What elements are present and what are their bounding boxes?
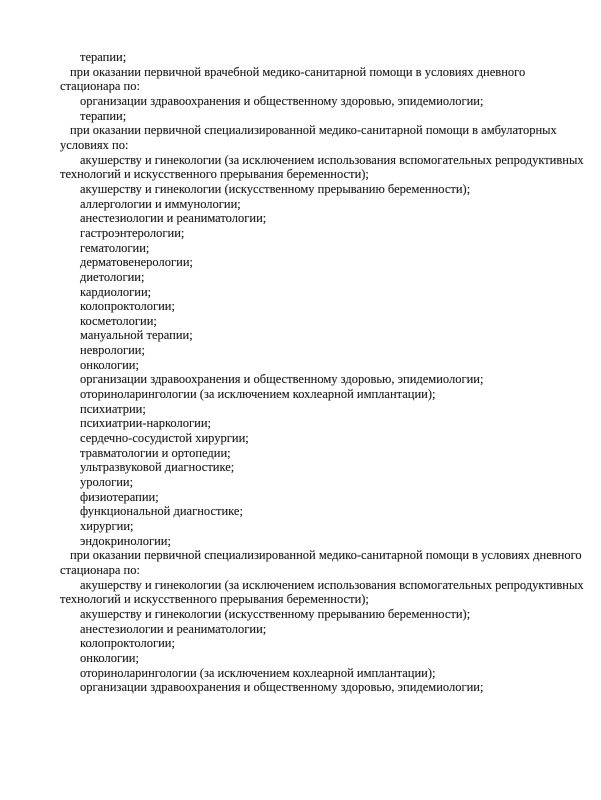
text-line: урологии; — [80, 475, 134, 490]
text-line: косметологии; — [80, 313, 157, 328]
text-line: оториноларингологии (за исключением кохлеарной имплантации); — [80, 665, 436, 680]
text-line: стационара по: — [60, 79, 140, 94]
text-line: сердечно-сосудистой хирургии; — [80, 431, 249, 446]
text-line: психиатрии; — [80, 401, 146, 416]
text-line: стационара по: — [60, 562, 140, 577]
text-line: физиотерапии; — [80, 489, 159, 504]
text-line: акушерству и гинекологии (искусственному прерыванию беременности); — [80, 181, 471, 196]
text-line: хирургии; — [80, 519, 134, 533]
text-line: дерматовенерологии; — [80, 255, 193, 270]
text-line: функциональной диагностике; — [80, 504, 243, 519]
text-line: колопроктологии; — [80, 636, 175, 651]
text-line: онкологии; — [80, 357, 139, 372]
text-line: акушерству и гинекологии (искусственному прерыванию беременности); — [80, 606, 471, 621]
text-line: при оказании первичной врачебной медико-санитарной помощи в условиях дневного — [70, 64, 526, 79]
text-line: оториноларингологии (за исключением кохлеарной имплантации); — [80, 387, 436, 402]
text-line: колопроктологии; — [80, 299, 175, 314]
text-line: диетологии; — [80, 269, 145, 284]
text-line: гастроэнтерологии; — [80, 225, 185, 240]
text-line: терапии; — [80, 50, 127, 64]
text-line: психиатрии-наркологии; — [80, 416, 211, 431]
text-line: мануальной терапии; — [80, 328, 193, 343]
text-line: технологий и искусственного прерывания беременности); — [60, 167, 369, 182]
text-line: организации здравоохранения и общественному здоровью, эпидемиологии; — [80, 93, 484, 108]
text-line: кардиологии; — [80, 284, 152, 299]
text-line: акушерству и гинекологии (за исключением использования вспомогательных репродуктивных — [80, 152, 584, 167]
text-line: травматологии и ортопедии; — [80, 445, 231, 460]
text-line: организации здравоохранения и общественному здоровью, эпидемиологии; — [80, 372, 484, 387]
text-line: технологий и искусственного прерывания беременности); — [60, 592, 369, 607]
text-line: ультразвуковой диагностике; — [80, 460, 235, 475]
text-line: акушерству и гинекологии (за исключением использования вспомогательных репродуктивных — [80, 577, 584, 592]
text-line: анестезиологии и реаниматологии; — [80, 211, 267, 226]
text-line: эндокринологии; — [80, 533, 171, 548]
text-line: при оказании первичной специализированной медико-санитарной помощи в условиях дневного — [70, 548, 582, 563]
text-line: анестезиологии и реаниматологии; — [80, 621, 267, 636]
text-line: терапии; — [80, 108, 127, 123]
text-line: условиях по: — [60, 137, 129, 152]
text-line: гематологии; — [80, 240, 150, 255]
text-line: при оказании первичной специализированной медико-санитарной помощи в амбулаторных — [70, 123, 557, 138]
text-line: онкологии; — [80, 650, 139, 665]
text-line: неврологии; — [80, 343, 145, 358]
document-lines — [60, 50, 584, 695]
text-line: аллергологии и иммунологии; — [80, 196, 241, 211]
text-line: организации здравоохранения и общественному здоровью, эпидемиологии; — [80, 680, 484, 695]
